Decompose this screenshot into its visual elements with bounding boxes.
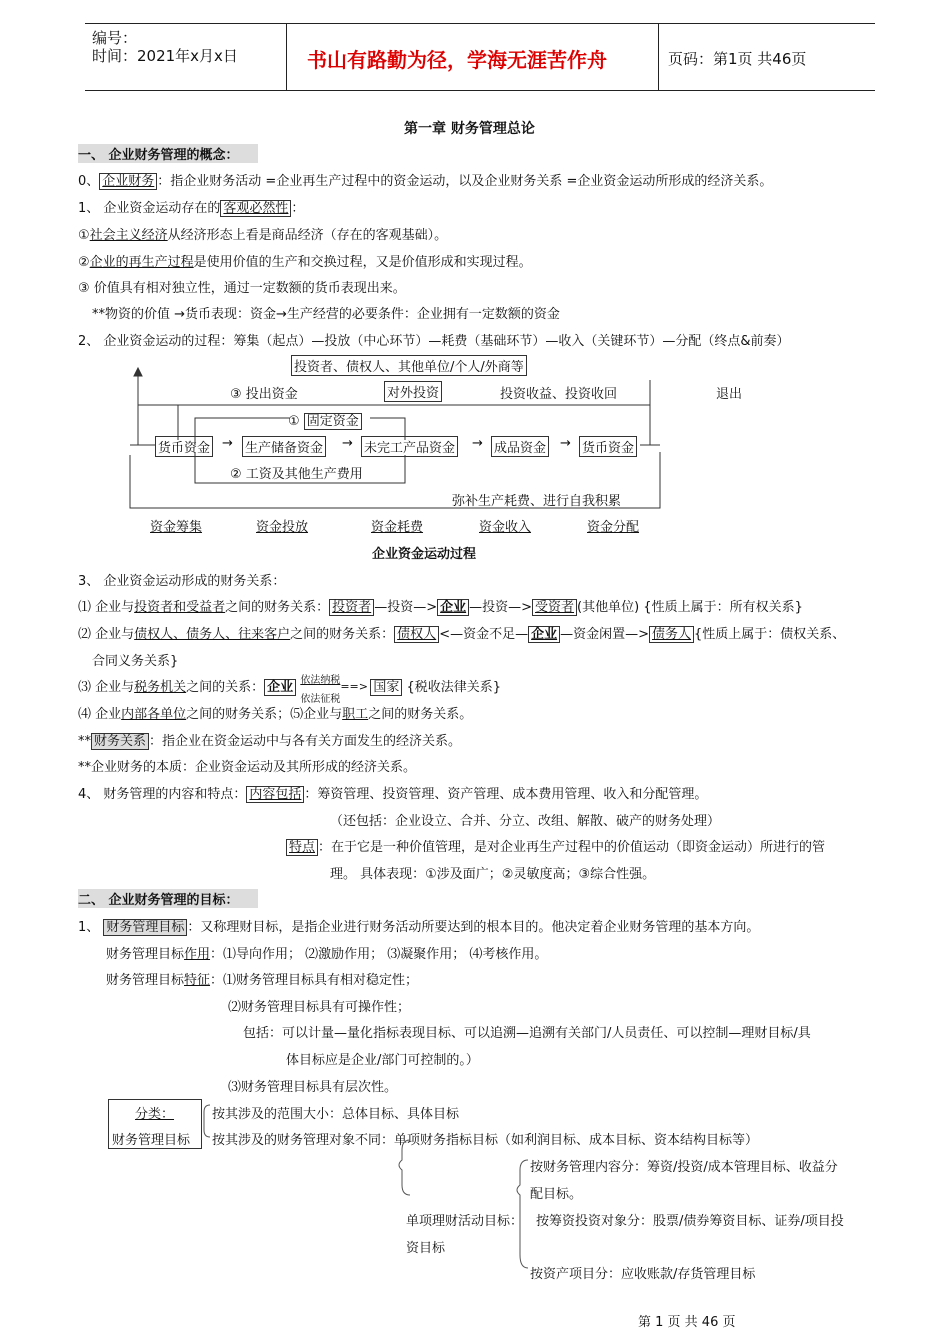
goal-feature-3: ⑶财务管理目标具有层次性。 (228, 1080, 398, 1095)
relation-3-a: ⑶ 企业与 (78, 680, 135, 695)
section1-title: 一、 企业财务管理的概念： (78, 144, 258, 163)
line-1a-text: 从经济形态上看是商品经济（存在的客观基础）。 (167, 228, 448, 243)
chapter-title: 第一章 财务管理总论 (404, 121, 535, 137)
term-contents: 内容包括 (246, 786, 304, 803)
relation-1-investor: 投资者 (329, 599, 374, 616)
relation-3-state: 国家 (370, 679, 402, 696)
investors-box: 投资者、债权人、其他单位/个人/外商等 (291, 355, 527, 376)
line-4-also: （还包括：企业设立、合并、分立、改组、解散、破产的财务处理） (330, 814, 721, 829)
line-4-prefix: 4、 财务管理的内容和特点： (78, 787, 247, 802)
term-enterprise-finance: 企业财务 (99, 173, 157, 190)
feature-cont: 理。 具体表现：①涉及面广；②灵敏度高；③综合性强。 (330, 867, 656, 882)
goal-roles-text: ：⑴导向作用； ⑵激励作用； ⑶凝聚作用； ⑷考核作用。 (210, 947, 548, 962)
classification-b: 按其涉及的财务管理对象不同：单项财务指标目标（如利润目标、成本目标、资本结构目标等） (212, 1133, 759, 1148)
relation-4-c: 之间的财务关系。 (368, 707, 473, 722)
invest-return-label: 投资收益、投资收回 (500, 387, 618, 402)
relation-3-enterprise: 企业 (264, 679, 296, 696)
relation-2-term: 债权人、债务人、往来客户 (134, 627, 291, 642)
relation-1-mid2: —投资—> (469, 600, 533, 615)
external-invest-box: 对外投资 (384, 381, 442, 402)
line-1c: ③ 价值具有相对独立性，通过一定数额的货币表现出来。 (78, 281, 406, 296)
relation-4-term: 内部各单位 (121, 707, 187, 722)
goal-feature-2: ⑵财务管理目标具有可操作性； (228, 1000, 411, 1015)
stage-distribution: 资金分配 (587, 520, 640, 535)
fixed-capital-number: ① (288, 414, 300, 429)
classification-c1: 按财务管理内容分：筹资/投资/成本管理目标、收益分 (530, 1160, 838, 1175)
invest-out-label: ③ 投出资金 (230, 387, 298, 402)
arrow-1: → (222, 436, 233, 451)
stage-income: 资金收入 (479, 520, 532, 535)
tax-arrow: ==> (340, 679, 368, 693)
definition-text: ：指企业在资金运动中与各有关方面发生的经济关系。 (149, 734, 462, 749)
term-role: 作用 (184, 947, 211, 962)
line-1-suffix: ： (291, 201, 305, 216)
node-money-2: 货币资金 (579, 436, 637, 457)
relation-1-term: 投资者和受益者 (134, 600, 226, 615)
goal-roles-a: 财务管理目标 (106, 947, 185, 962)
line-0-prefix: 0、 (78, 174, 100, 189)
term-socialist-economy: 社会主义经济 (89, 228, 168, 243)
relation-4-term2: 职工 (342, 707, 369, 722)
goal-feature-includes-2: 体目标应是企业/部门可控制的。） (286, 1053, 479, 1068)
relation-2-b: 之间的财务关系： (290, 627, 395, 642)
relation-2-enterprise: 企业 (528, 626, 560, 643)
term-objective-necessity: 客观必然性 (220, 200, 291, 217)
stage-raising: 资金筹集 (150, 520, 203, 535)
node-finished: 成品资金 (491, 436, 549, 457)
tax-pay-label: 依法纳税 (300, 674, 341, 686)
goal-feature-includes: 包括：可以计量—量化指标表现目标、可以追溯—追溯有关部门/人员责任、可以控制—理财目标/具 (243, 1026, 811, 1041)
stage-investing: 资金投放 (256, 520, 309, 535)
node-production-reserve: 生产储备资金 (242, 436, 326, 457)
fixed-capital-box: 固定资金 (304, 413, 362, 430)
line-2: 2、 企业资金运动的过程：筹集（起点）—投放（中心环节）—耗费（基础环节）—收入（关键环节）—分配（终点&前奏） (78, 334, 790, 349)
header-page-info: 页码：第1页 共46页 (668, 50, 807, 68)
goal-1-prefix: 1、 (78, 920, 104, 935)
relation-3-end: {税收法律关系} (406, 680, 502, 695)
relation-2-mid1: <—资金不足— (439, 627, 529, 642)
relation-2-creditor: 债权人 (394, 626, 439, 643)
goal-features-a: 财务管理目标 (106, 973, 185, 988)
section2-title: 二、 企业财务管理的目标： (78, 889, 258, 908)
classification-c2: 按筹资投资对象分：股票/债券筹资目标、证券/项目投 (536, 1214, 844, 1229)
page-footer: 第 1 页 共 46 页 (638, 1315, 736, 1330)
line-3: 3、 企业资金运动形成的财务关系： (78, 574, 286, 589)
relation-1-enterprise: 企业 (437, 599, 469, 616)
definition-prefix: ** (78, 734, 91, 749)
document-number-label: 编号： (92, 29, 138, 47)
relation-3-b: 之间的关系： (186, 680, 265, 695)
relation-1-end: (其他单位) {性质上属于：所有权关系} (577, 600, 803, 615)
goal-feature-1: ：⑴财务管理目标具有相对稳定性； (210, 973, 419, 988)
arrow-4: → (560, 436, 571, 451)
node-wip: 未完工产品资金 (361, 436, 458, 457)
relation-2-end: {性质上属于：债权关系、 (694, 627, 846, 642)
classification-a: 按其涉及的范围大小：总体目标、具体目标 (212, 1107, 460, 1122)
relation-2-a: ⑵ 企业与 (78, 627, 135, 642)
arrow-3: → (472, 436, 483, 451)
relation-2-cont: 合同义务关系} (92, 654, 179, 669)
line-4-text: ：筹资管理、投资管理、资产管理、成本费用管理、收入和分配管理。 (304, 787, 708, 802)
feature-text: ：在于它是一种价值管理，是对企业再生产过程中的价值运动（即资金运动）所进行的管 (318, 840, 826, 855)
line-1a-prefix: ① (78, 228, 90, 243)
replenish-label: 弥补生产耗费、进行自我积累 (452, 494, 622, 509)
line-1d: **物资的价值 →货币表现：资金→生产经营的必要条件：企业拥有一定数额的资金 (92, 307, 560, 322)
classification-single: 单项理财活动目标： (406, 1214, 524, 1229)
line-1b-text: 是使用价值的生产和交换过程，又是价值形成和实现过程。 (193, 255, 532, 270)
classification-label: 分类： (135, 1107, 175, 1122)
header-motto: 书山有路勤为径，学海无涯苦作舟 (307, 48, 607, 72)
relation-4-b: 之间的财务关系；⑸企业与 (186, 707, 343, 722)
arrow-2: → (342, 436, 353, 451)
classification-c2b: 资目标 (406, 1241, 446, 1256)
line-1b-prefix: ② (78, 255, 90, 270)
document-time-label: 时间：2021年x月x日 (92, 47, 238, 65)
stage-consuming: 资金耗费 (371, 520, 424, 535)
term-financial-relations: 财务关系 (91, 733, 149, 750)
classification-c1b: 配目标。 (530, 1187, 583, 1202)
wages-label: ② 工资及其他生产费用 (230, 467, 363, 482)
classification-c3: 按资产项目分：应收账款/存货管理目标 (530, 1267, 756, 1282)
node-money-1: 货币资金 (155, 436, 213, 457)
relation-1-a: ⑴ 企业与 (78, 600, 135, 615)
term-management-goal: 财务管理目标 (103, 919, 187, 936)
term-feature: 特征 (184, 973, 211, 988)
relation-4-a: ⑷ 企业 (78, 707, 122, 722)
relation-1-investee: 受资者 (532, 599, 577, 616)
term-reproduction-process: 企业的再生产过程 (89, 255, 194, 270)
exit-label: 退出 (716, 387, 743, 402)
line-0-text: ：指企业财务活动 =企业再生产过程中的资金运动，以及企业财务关系 =企业资金运动所形成的经济关系。 (157, 174, 773, 189)
relation-3-term: 税务机关 (134, 680, 187, 695)
relation-2-debtor: 债务人 (649, 626, 694, 643)
classification-target: 财务管理目标 (112, 1133, 191, 1148)
tax-collect-label: 依法征税 (300, 693, 341, 705)
diagram-caption: 企业资金运动过程 (372, 547, 477, 562)
term-features: 特点 (286, 839, 318, 856)
relation-1-mid1: —投资—> (374, 600, 438, 615)
relation-1-b: 之间的财务关系： (225, 600, 330, 615)
relation-2-mid2: —资金闲置—> (560, 627, 650, 642)
line-1-prefix: 1、 企业资金运动存在的 (78, 201, 221, 216)
essence-line: **企业财务的本质：企业资金运动及其所形成的经济关系。 (78, 760, 417, 775)
goal-1-text: ：又称理财目标，是指企业进行财务活动所要达到的根本目的。他决定着企业财务管理的基本方向。 (187, 920, 760, 935)
